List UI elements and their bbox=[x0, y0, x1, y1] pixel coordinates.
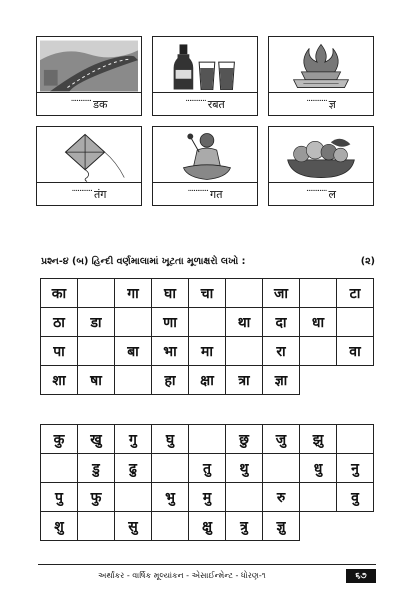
picture-card-2 bbox=[152, 36, 258, 116]
grid-cell: भा bbox=[152, 337, 189, 366]
grid-empty-space bbox=[300, 512, 337, 541]
card-caption-text: ज्ञ bbox=[328, 97, 336, 111]
card-caption bbox=[153, 182, 257, 205]
page-footer bbox=[38, 568, 376, 584]
card-caption-text: गत bbox=[210, 187, 223, 201]
grid-cell-blank[interactable] bbox=[78, 279, 115, 308]
alphabet-grid-u bbox=[40, 424, 374, 541]
grid-cell: डु bbox=[78, 454, 115, 483]
grid-cell-blank[interactable] bbox=[226, 483, 263, 512]
grid-cell: रु bbox=[263, 483, 300, 512]
blank-dots: ........... bbox=[71, 184, 92, 194]
grid-cell-blank[interactable] bbox=[300, 337, 337, 366]
grid-cell: थु bbox=[226, 454, 263, 483]
yagna-fire-icon bbox=[272, 40, 370, 92]
grid-cell: सु bbox=[115, 512, 152, 541]
grid-cell: चा bbox=[189, 279, 226, 308]
grid-cell: षा bbox=[78, 366, 115, 395]
grid-cell: शु bbox=[41, 512, 78, 541]
grid-cell: पा bbox=[41, 337, 78, 366]
grid-cell: क्षा bbox=[189, 366, 226, 395]
singer-icon bbox=[156, 130, 254, 182]
card-caption-text: रबत bbox=[207, 97, 225, 111]
grid-cell-blank[interactable] bbox=[152, 454, 189, 483]
card-caption bbox=[269, 92, 373, 115]
grid-cell: णा bbox=[152, 308, 189, 337]
picture-card-5 bbox=[152, 126, 258, 206]
grid-cell: गु bbox=[115, 425, 152, 454]
grid-cell: धा bbox=[300, 308, 337, 337]
grid-cell-blank[interactable] bbox=[337, 308, 374, 337]
grid-empty-space bbox=[337, 366, 374, 395]
card-caption-text: ल bbox=[328, 187, 336, 201]
grid-row bbox=[41, 366, 374, 395]
grid-cell: बा bbox=[115, 337, 152, 366]
grid-cell: झु bbox=[300, 425, 337, 454]
juice-bottle-icon bbox=[156, 40, 254, 92]
grid-cell: शा bbox=[41, 366, 78, 395]
grid-cell: टा bbox=[337, 279, 374, 308]
grid-cell: दा bbox=[263, 308, 300, 337]
grid-cell-blank[interactable] bbox=[300, 279, 337, 308]
blank-dots: ........... bbox=[70, 94, 92, 104]
grid-cell: छु bbox=[226, 425, 263, 454]
grid-cell: त्रु bbox=[226, 512, 263, 541]
road-icon bbox=[40, 40, 138, 92]
card-caption bbox=[269, 182, 373, 205]
question-text: પ્રશ્ન-૪ (બ) હિન્દી વર્ણમાલામાં ખૂટતા મૂળાક્ષરો લખો : bbox=[41, 256, 246, 267]
grid-cell: ज्ञा bbox=[263, 366, 300, 395]
grid-cell: क्षु bbox=[189, 512, 226, 541]
grid-row bbox=[41, 337, 374, 366]
grid-cell: घु bbox=[152, 425, 189, 454]
picture-card-3 bbox=[268, 36, 374, 116]
grid-cell-blank[interactable] bbox=[189, 425, 226, 454]
grid-cell: वु bbox=[337, 483, 374, 512]
grid-cell-blank[interactable] bbox=[189, 308, 226, 337]
grid-row bbox=[41, 308, 374, 337]
grid-cell: रा bbox=[263, 337, 300, 366]
grid-cell: जा bbox=[263, 279, 300, 308]
blank-dots: ........... bbox=[306, 94, 327, 104]
grid-cell: गा bbox=[115, 279, 152, 308]
question-heading bbox=[41, 256, 375, 272]
card-caption bbox=[153, 92, 257, 115]
grid-row bbox=[41, 483, 374, 512]
grid-empty-space bbox=[300, 366, 337, 395]
picture-card-6 bbox=[268, 126, 374, 206]
grid-cell-blank[interactable] bbox=[226, 337, 263, 366]
blank-dots: ........... bbox=[187, 184, 208, 194]
fruit-basket-icon bbox=[272, 130, 370, 182]
grid-cell: तु bbox=[189, 454, 226, 483]
blank-dots: ........... bbox=[185, 94, 206, 104]
grid-cell: ढु bbox=[115, 454, 152, 483]
card-caption-text: तंग bbox=[94, 187, 107, 201]
grid-row bbox=[41, 454, 374, 483]
grid-cell: डा bbox=[78, 308, 115, 337]
grid-cell: जु bbox=[263, 425, 300, 454]
grid-cell: का bbox=[41, 279, 78, 308]
footer-divider bbox=[38, 564, 376, 565]
grid-cell: मा bbox=[189, 337, 226, 366]
grid-row bbox=[41, 425, 374, 454]
grid-cell-blank[interactable] bbox=[226, 279, 263, 308]
grid-cell: फु bbox=[78, 483, 115, 512]
grid-cell: घा bbox=[152, 279, 189, 308]
footer-text: અર્થાંકર - વાર્ષિક મૂલ્યાંકન - એસાઈન્મેન્ટ - ધોરણ-૧ bbox=[98, 571, 266, 580]
grid-cell-blank[interactable] bbox=[300, 483, 337, 512]
question-marks: (૨) bbox=[360, 256, 375, 267]
grid-cell-blank[interactable] bbox=[263, 454, 300, 483]
picture-card-1 bbox=[36, 36, 142, 116]
grid-cell-blank[interactable] bbox=[337, 425, 374, 454]
grid-cell: मु bbox=[189, 483, 226, 512]
grid-cell: ठा bbox=[41, 308, 78, 337]
grid-cell-blank[interactable] bbox=[78, 337, 115, 366]
grid-cell: त्रा bbox=[226, 366, 263, 395]
grid-cell-blank[interactable] bbox=[78, 512, 115, 541]
grid-cell: नु bbox=[337, 454, 374, 483]
kite-icon bbox=[40, 130, 138, 182]
grid-cell: कु bbox=[41, 425, 78, 454]
card-caption-text: डक bbox=[93, 97, 108, 111]
grid-cell-blank[interactable] bbox=[152, 512, 189, 541]
grid-row bbox=[41, 512, 374, 541]
grid-cell: खु bbox=[78, 425, 115, 454]
grid-cell: ज्ञु bbox=[263, 512, 300, 541]
grid-cell: हा bbox=[152, 366, 189, 395]
grid-row bbox=[41, 279, 374, 308]
alphabet-grid-aa bbox=[40, 278, 374, 395]
grid-cell-blank[interactable] bbox=[41, 454, 78, 483]
grid-empty-space bbox=[337, 512, 374, 541]
grid-cell-blank[interactable] bbox=[115, 483, 152, 512]
grid-cell: था bbox=[226, 308, 263, 337]
card-caption bbox=[37, 182, 141, 205]
grid-cell: भु bbox=[152, 483, 189, 512]
grid-cell-blank[interactable] bbox=[115, 366, 152, 395]
picture-card-4 bbox=[36, 126, 142, 206]
grid-cell-blank[interactable] bbox=[115, 308, 152, 337]
page-number: ૬૭ bbox=[346, 569, 376, 583]
grid-cell: धु bbox=[300, 454, 337, 483]
grid-cell: वा bbox=[337, 337, 374, 366]
grid-cell: पु bbox=[41, 483, 78, 512]
blank-dots: ........... bbox=[306, 184, 327, 194]
card-caption bbox=[37, 92, 141, 115]
